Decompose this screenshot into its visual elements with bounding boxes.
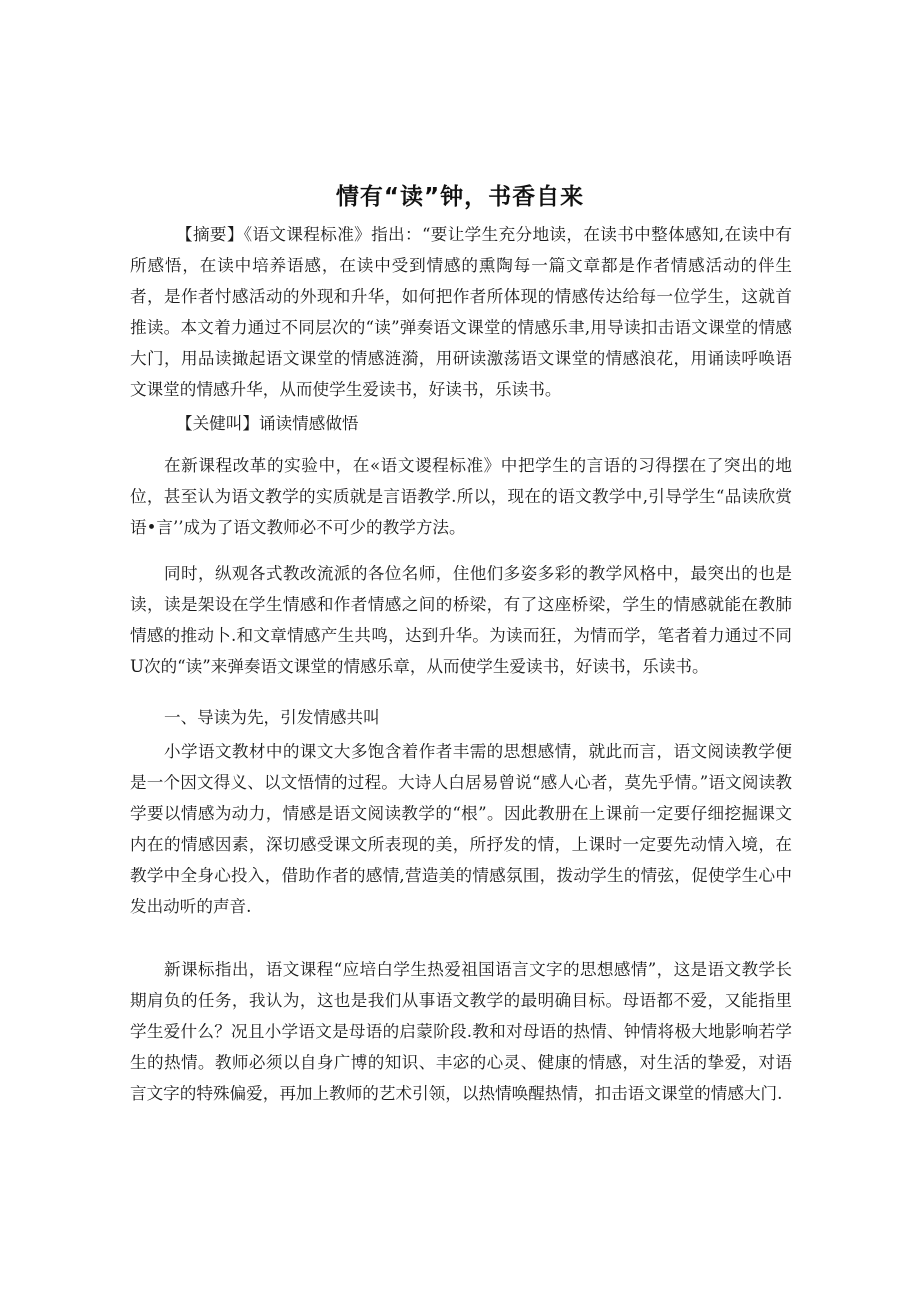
section-heading-1: 一、导读为先，引发情感共叫 — [164, 708, 380, 727]
body-paragraph-3: 小学语文教材中的课文大多饱含着作者丰需的思想感情，就此而言，语文阅读教学便是一个因文得义、以文悟情的过程。大诗人白居易曾说“感人心者，莫先乎情。”语文阅读教学要以情感为动力，情感是语文阅读教学的“根”。因此教册在上课前一定要仔细挖掘课文内在的情感因素，深切感受课文所表现的美，所抒发的情，上课时一定要先动情入境，在教学中全身心投入，借助作者的感情,营造美的情感氛围，拨动学生的情弦，促使学生心中发出动听的声音. — [130, 742, 792, 916]
body-paragraph-2: 同时，纵观各式教改流派的各位名师，住他们多姿多彩的教学风格中，最突出的也是读，读是架设在学生情感和作者情感之间的桥梁，有了这座桥梁，学生的情感就能在教肺情感的推动卜.和文章情感产生共鸣，达到升华。为读而狂，为情而学，笔者着力通过不同U次的“读”来弹奏语文课堂的情感乐章，从而使学生爱读书，好读书，乐读书。 — [130, 564, 792, 676]
abstract-paragraph: 【摘要】《语文课程标准》指出：“要让学生充分地读，在读书中整体感知,在读中有所感悟，在读中培养语感，在读中受到情感的熏陶每一篇文章都是作者情感活动的伴生者，是作者忖感活动的外现和升华，如何把作者所体现的情感传达给每一位学生，这就首推读。本文着力通过不同层次的“读”弹奏语文课堂的情感乐聿,用导读扣击语文课堂的情感大门，用品读撖起语文课堂的情感涟漪，用研读激荡语文课堂的情感浪花，用诵读呼唤语文课堂的情感升华，从而使学生爱读书，好读书，乐读书。 — [130, 225, 792, 399]
document-title: 情有“读”钟，书香自来 — [335, 184, 585, 210]
keywords-line: 【关健叫】诵读情感做悟 — [176, 414, 359, 433]
body-paragraph-4: 新课标指出，语文课程“应培白学生热爱祖国语言文字的思想感情”，这是语文教学长期肩负的任务，我认为，这也是我们从事语文教学的最明确目标。母语都不爱，又能指里学生爱什么？况且小学语文是母语的启蒙阶段.教和对母语的热情、钟情将极大地影响若学生的热情。教师必须以自身广博的知识、丰宓的心灵、健康的情感，对生活的挚爱，对语言文字的特殊偏爱，再加上教师的艺术引领，以热情唤醒热情，扣击语文课堂的情感大门. — [130, 960, 792, 1103]
body-paragraph-1: 在新课程改革的实验中，在«语文谡程标准》中把学生的言语的习得摆在了突出的地位，甚至认为语文教学的实质就是言语教学.所以，现在的语文教学中,引导学生“品读欣赏语•言’’成为了语文教师必不可少的教学方法。 — [130, 456, 792, 537]
